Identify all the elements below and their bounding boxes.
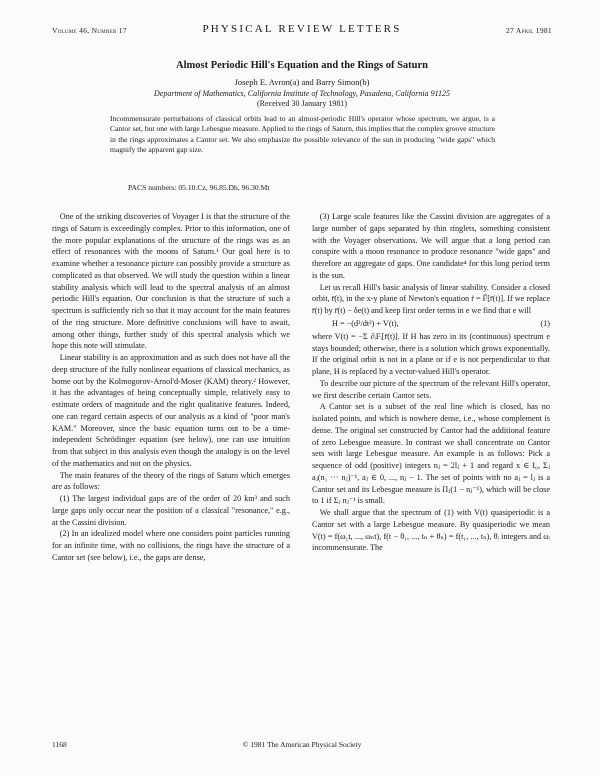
paragraph: Let us recall Hill's basic analysis of linear stability. Consider a closed orbit, r̄(t), in the x-y plane of Newton's equation r̈ = F̄[r̄(t)]. If we replace r̄(t) by r̄(t) − δe(t) and keep first order terms in e we find that e will (312, 282, 550, 315)
page-number: 1168 (52, 740, 67, 749)
paragraph: (2) In an idealized model where one considers point particles running for an infinite time, with no collisions, the rings have the structure of a Cantor set (see below), i.e., the gaps are dense, (52, 529, 290, 562)
received-date: (Received 30 January 1981) (257, 99, 347, 108)
journal-name: PHYSICAL REVIEW LETTERS (202, 23, 402, 35)
issue-date: 27 April 1981 (506, 26, 552, 35)
paragraph: (1) The largest individual gaps are of the order of 20 km³ and such large gaps only occur near the position of a classical "resonance," e.g., at the Cassini division. (52, 494, 290, 527)
paragraph: (3) Large scale features like the Cassini division are aggregates of a large number of gaps separated by thin ringlets, something consistent with the Voyager observations. We will argue that a long period can conspire with a moon resonance to produce resonance "wide gaps" and therefore an aggregate of gaps. One candidate⁴ for this long period term is the sun. (312, 212, 550, 280)
body-column-left (52, 211, 290, 564)
copyright: © 1981 The American Physical Society (242, 740, 362, 749)
paragraph: To describe our picture of the spectrum of the relevant Hill's operator, we first describe certain Cantor sets. (312, 378, 550, 400)
author-affiliation: Department of Mathematics, California Institute of Technology, Pasadena, California 91125 (154, 89, 450, 98)
paragraph: We shall argue that the spectrum of (1) with V(t) quasiperiodic is a Cantor set with a large Lebesgue measure. By quasiperiodic we mean V(t) = f(ω₁t, ..., ωₙt), f(t − θ₁, ..., tₙ + θₙ) = f(t₁, ..., tₙ), θᵢ integers and ωᵢ incommensurate. The (312, 508, 550, 553)
body-column-right (312, 211, 550, 554)
equation-number: (1) (540, 318, 550, 328)
equation-formula: H = −(d²/dt²) + V(t), (332, 318, 399, 328)
paragraph: The main features of the theory of the rings of Saturn which emerges are as follows: (52, 470, 290, 492)
equation-1 (312, 317, 550, 331)
paragraph: where V(t) = −Σ ∂ᵢFᵢ[r̄(t)]. If H has zero in its (continuous) spectrum e stays bounded; otherwise, there is a solution which grows exponentially. If the original orbit is not in a plane or if e is not perpendicular to that plane, H is replaced by a vector-valued Hill's operator. (312, 331, 550, 376)
page-footer (52, 740, 552, 752)
running-head (52, 24, 552, 36)
pacs-numbers: PACS numbers: 05.10.Cz, 96.85.Dh, 96.30.Mt (128, 183, 270, 192)
paragraph: One of the striking discoveries of Voyager I is that the structure of the rings of Saturn is exceedingly complex. Prior to this information, one of the more popular explanations of the structure of the rings was as an effect of resonances with the moons of Saturn.¹ Our goal here is to examine whether a resonance picture can possibly provide a structure as complicated as that observed. We will study the question within a linear stability analysis which will lead to the spectral analysis of an almost periodic Hill's equation. Our conclusion is that the structure of such a spectrum is sufficiently rich so that it may account for the main features of the ring structure. More definitive conclusions will have to await, among other things, further study of this spectral analysis which we hope this note will stimulate. (52, 212, 290, 351)
volume-number: Volume 46, Number 17 (52, 26, 127, 35)
paragraph: A Cantor set is a subset of the real line which is closed, has no isolated points, and which is nowhere dense, i.e., whose complement is dense. The original set constructed by Cantor had the additional feature of zero Lebesgue measure. In contrast we shall concentrate on Cantor sets with large Lebesgue measure. An example is as follows: Pick a sequence of odd (positive) integers nⱼ = 2lⱼ + 1 and regard x ∈ I₀, Σⱼ aⱼ(n₁ ··· nⱼ)⁻¹, aⱼ ∈ 0, ..., nⱼ − 1. The set of points with no aⱼ = lⱼ is a Cantor set and its Lebesgue measure is Πⱼ(1 − nⱼ⁻¹), which will be close to 1 if Σⱼ nⱼ⁻¹ is small. (312, 402, 550, 506)
article-title: Almost Periodic Hill's Equation and the Rings of Saturn (175, 60, 429, 71)
abstract: Incommensurate perturbations of classical orbits lead to an almost-periodic Hill's operator whose spectrum, we argue, is a Cantor set, but one with large Lebesgue measure. Applied to the rings of Saturn, this implies that the complex groove structure in the rings approximates a Cantor set. We also emphasize the possible relevance of the sun in producing "wide gaps" which magnify the apparent gap size. (110, 114, 495, 155)
article-authors: Joseph E. Avron(a) and Barry Simon(b) (234, 77, 370, 87)
paragraph: Linear stability is an approximation and as such does not have all the deep structure of the fully nonlinear equations of classical mechanics, as borne out by the Kolmogorov-Arnol'd-Moser (KAM) theory.² However, it has the advantages of being conceptually simple, relatively easy to estimate orders of magnitude and the right qualitative features. Indeed, one can regard certain aspects of our analysis as a kind of "poor man's KAM." Moreover, since the basic equation turns out to be a time-independent Schrödinger equation (see below), one can use intuition from that subject in this analysis even though the analogy is on the level of the mathematics and not on the physics. (52, 353, 290, 468)
